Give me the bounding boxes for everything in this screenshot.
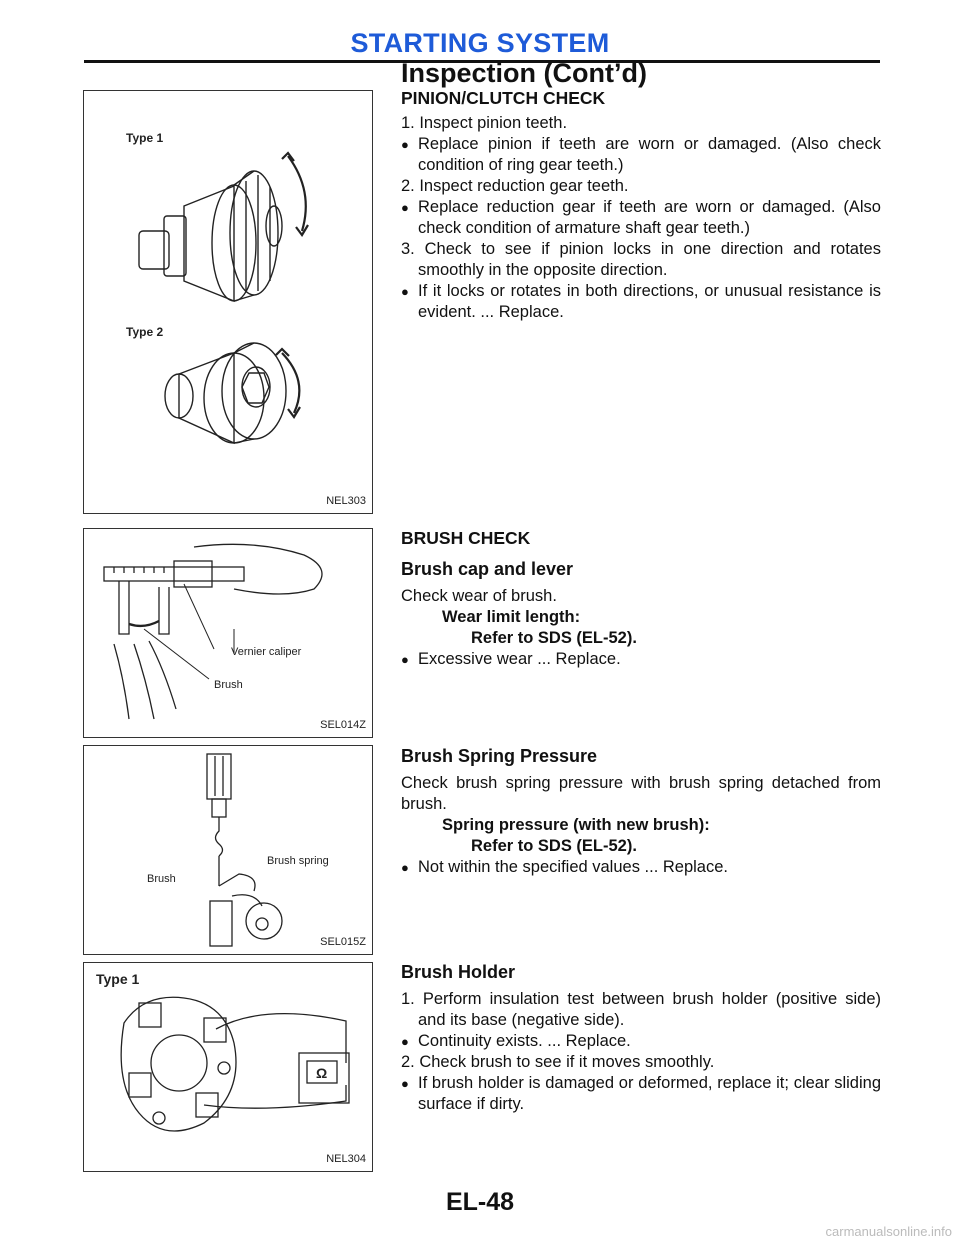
figure-label-brush-spring: Brush spring	[267, 855, 329, 867]
bullet-item	[401, 649, 881, 670]
figure-label-type1: Type 1	[126, 131, 164, 145]
bullet-text: If it locks or rotates in both directions, or unusual resistance is evident. ... Replace.	[418, 282, 881, 321]
step-text: 2. Inspect reduction gear teeth.	[401, 177, 629, 195]
step-text: 2. Check brush to see if it moves smoothly.	[401, 1053, 715, 1071]
bullet-item	[401, 281, 881, 323]
vernier-caliper-illustration	[84, 529, 372, 737]
pinion-illustration	[84, 91, 372, 513]
step-text: 1. Perform insulation test between brush holder (positive side) and its base (negative side).	[401, 990, 881, 1029]
spec-label: Spring pressure (with new brush):	[442, 816, 710, 834]
figure-label-vernier: Vernier caliper	[231, 646, 302, 658]
spec-value: Refer to SDS (EL-52).	[471, 629, 637, 647]
spring-gauge-illustration	[84, 746, 372, 954]
bullet-icon: ●	[401, 200, 409, 215]
figure-label-brush: Brush	[214, 679, 243, 691]
bullet-item	[401, 857, 881, 878]
bullet-text: Not within the specified values ... Replace.	[418, 858, 728, 876]
figure-brush-holder	[83, 962, 373, 1172]
section-subheading: Brush cap and lever	[401, 559, 574, 579]
section-spring-pressure	[401, 746, 881, 878]
figure-brush-wear	[83, 528, 373, 738]
section-heading: BRUSH CHECK	[401, 528, 531, 548]
bullet-icon: ●	[401, 284, 409, 299]
bullet-icon: ●	[401, 1034, 409, 1049]
section-subheading: Brush Holder	[401, 962, 516, 982]
brush-holder-illustration	[84, 963, 372, 1171]
spec-label: Wear limit length:	[442, 608, 581, 626]
figure-label-brush: Brush	[147, 873, 176, 885]
figure-code: NEL303	[326, 495, 366, 507]
section-heading: PINION/CLUTCH CHECK	[401, 88, 606, 108]
body-text: Check brush spring pressure with brush spring detached from brush.	[401, 774, 881, 813]
bullet-text: If brush holder is damaged or deformed, replace it; clear sliding surface if dirty.	[418, 1074, 881, 1113]
bullet-icon: ●	[401, 1076, 409, 1091]
bullet-text: Replace pinion if teeth are worn or damaged. (Also check condition of ring gear teeth.)	[418, 135, 881, 174]
figure-spring-pressure	[83, 745, 373, 955]
figure-label-type1: Type 1	[96, 971, 140, 987]
spec-value: Refer to SDS (EL-52).	[471, 837, 637, 855]
bullet-icon: ●	[401, 137, 409, 152]
figure-label-type2: Type 2	[126, 325, 164, 339]
bullet-text: Continuity exists. ... Replace.	[418, 1032, 631, 1050]
bullet-item	[401, 1073, 881, 1115]
section-brush-holder	[401, 962, 881, 1115]
section-subheading: Brush Spring Pressure	[401, 746, 598, 766]
figure-pinion-clutch	[83, 90, 373, 514]
ohm-icon: Ω	[316, 1065, 328, 1081]
watermark: carmanualsonline.info	[825, 1224, 952, 1239]
bullet-icon: ●	[401, 860, 409, 875]
bullet-text: Replace reduction gear if teeth are worn or damaged. (Also check condition of armature shaft gear teeth.)	[418, 198, 881, 237]
section-pinion-clutch	[401, 88, 881, 323]
step-text: 1. Inspect pinion teeth.	[401, 114, 568, 132]
bullet-text: Excessive wear ... Replace.	[418, 650, 621, 668]
figure-code: SEL015Z	[320, 936, 366, 948]
section-title: STARTING SYSTEM	[350, 28, 610, 58]
figure-code: NEL304	[326, 1153, 366, 1165]
section-brush-check	[401, 528, 881, 670]
page-number: EL-48	[445, 1188, 515, 1216]
body-text: Check wear of brush.	[401, 587, 557, 605]
bullet-icon: ●	[401, 652, 409, 667]
bullet-item	[401, 134, 881, 176]
step-text: 3. Check to see if pinion locks in one direction and rotates smoothly in the opposite direction.	[401, 240, 881, 279]
figure-code: SEL014Z	[320, 719, 366, 731]
bullet-item	[401, 1031, 881, 1052]
bullet-item	[401, 197, 881, 239]
page-subtitle: Inspection (Cont’d)	[401, 58, 647, 88]
